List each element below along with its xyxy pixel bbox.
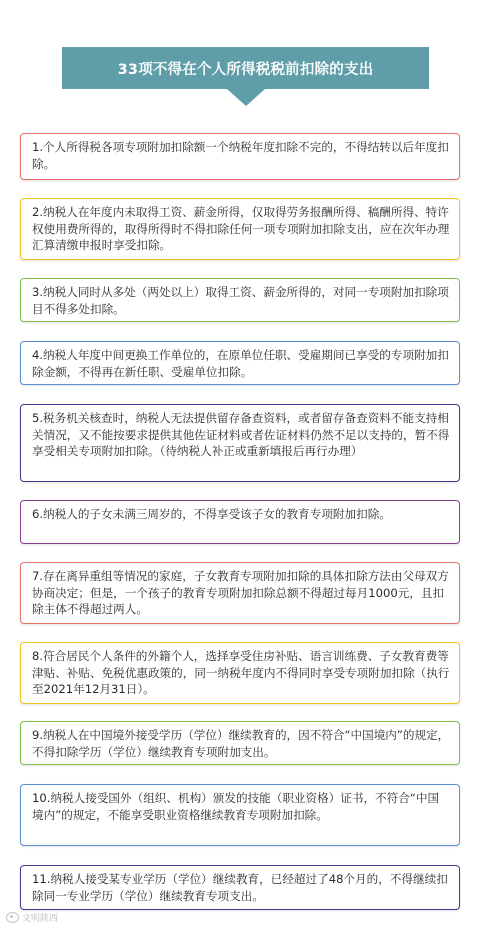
rule-card-10 [20,784,460,846]
rule-text: 2.纳税人在年度内未取得工资、薪金所得，仅取得劳务报酬所得、稿酬所得、特许权使用费所得的，取得所得时不得扣除任何一项专项附加扣除支出，应在次年办理汇算清缴申报时享受扣除。 [32,205,450,252]
rule-text: 7.存在离异重组等情况的家庭，子女教育专项附加扣除的具体扣除方法由父母双方协商决定；但是，一个孩子的教育专项附加扣除总额不得超过每月1000元，且扣除主体不得超过两人。 [32,569,449,616]
rule-card-1 [20,133,460,180]
rule-card-2 [20,198,460,260]
eye-logo-icon [6,912,19,923]
rule-text: 10.纳税人接受国外（组织、机构）颁发的技能（职业资格）证书，不符合“中国境内”的规定，不能享受职业资格继续教育专项附加扣除。 [32,791,440,822]
rule-text: 9.纳税人在中国境外接受学历（学位）继续教育的，因不符合“中国境内”的规定，不得扣除学历（学位）继续教育专项附加支出。 [32,728,450,759]
page-title-banner [62,47,429,89]
rule-card-4 [20,341,460,385]
page-title: 33项不得在个人所得税税前扣除的支出 [117,61,374,78]
rule-text: 8.符合居民个人条件的外籍个人，选择享受住房补贴、语言训练费、子女教育费等津贴、补贴、免税优惠政策的，同一纳税年度内不得同时享受专项附加扣除（执行至2021年12月31日）。 [32,649,450,696]
watermark [6,911,58,924]
rule-card-9 [20,721,460,765]
rule-card-3 [20,278,460,322]
rule-card-5 [20,404,460,482]
rule-text: 11.纳税人接受某专业学历（学位）继续教育，已经超过了48个月的，不得继续扣除同一专业学历（学位）继续教育专项支出。 [32,872,448,903]
rule-card-8 [20,642,460,704]
rule-text: 4.纳税人年度中间更换工作单位的，在原单位任职、受雇期间已享受的专项附加扣除金额，不得再在新任职、受雇单位扣除。 [32,348,449,379]
rule-card-6 [20,500,460,544]
rule-text: 1.个人所得税各项专项附加扣除额一个纳税年度扣除不完的，不得结转以后年度扣除。 [32,140,449,171]
rule-text: 5.税务机关核查时，纳税人无法提供留存备查资料，或者留存备查资料不能支持相关情况，又不能按要求提供其他佐证材料或者佐证材料仍然不足以支持的，暂不得享受相关专项附加扣除。（待纳税人补正或重新填报后再行办理） [32,411,450,458]
banner-pointer [227,89,265,106]
watermark-text: 文明陕西 [22,914,59,924]
rule-text: 6.纳税人的子女未满三周岁的，不得享受该子女的教育专项附加扣除。 [32,507,391,521]
rule-card-7 [20,562,460,624]
rule-text: 3.纳税人同时从多处（两处以上）取得工资、薪金所得的，对同一专项附加扣除项目不得多处扣除。 [32,285,449,316]
rule-card-11 [20,865,460,910]
